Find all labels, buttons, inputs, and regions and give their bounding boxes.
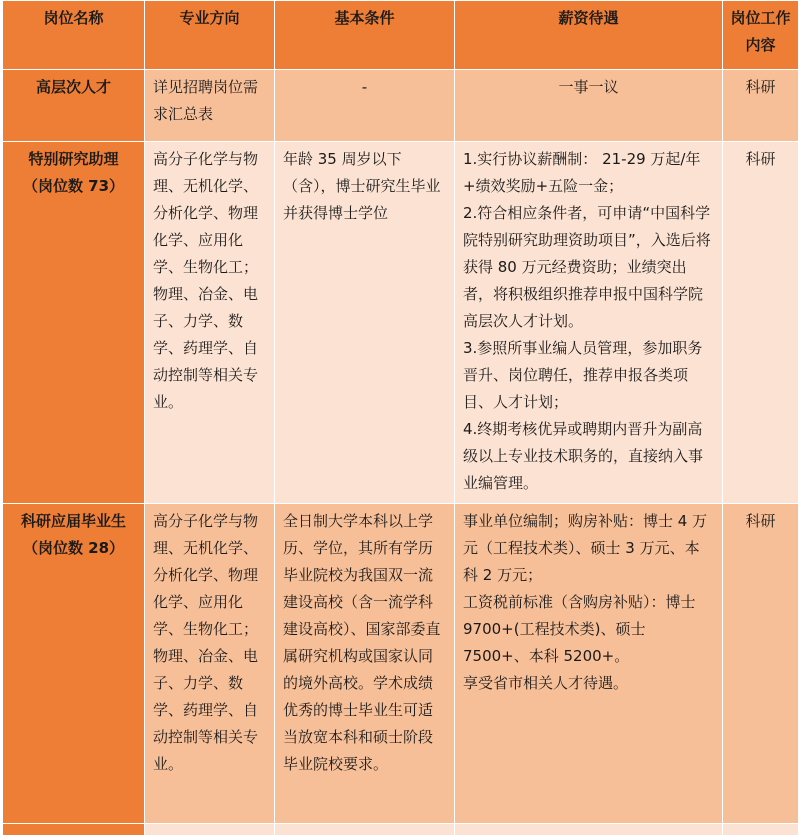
requirements-cell: 年龄 35 周岁以下（含），博士研究生毕业并获得博士学位 xyxy=(275,142,455,504)
position-name: 特别研究助理 xyxy=(28,150,119,168)
requirements-cell: 全日制大学本科以上学历、学位，其所有学历毕业院校为我国双一流建设高校（含一流学科建设高校）、国家部委直属研究机构或国家认同的境外高校。学术成绩优秀的博士毕业生可适当放宽本科和硕士阶段毕业院校要求。 xyxy=(275,504,455,824)
position-name: 科研应届毕业生 xyxy=(20,512,126,530)
header-work-content: 岗位工作内容 xyxy=(723,1,799,70)
table-row-partial xyxy=(3,824,799,836)
salary-cell: 事业单位编制；购房补贴：博士 4 万元（工程技术类）、硕士 3 万元、本科 2 万元； 工资税前标准（含购房补贴）：博士 9700+(工程技术类)、硕士 7500+、本科 5200+。 享受省市相关人才待遇。 xyxy=(455,504,723,824)
salary-cell xyxy=(455,824,723,836)
table-row xyxy=(3,504,799,824)
major-cell: 高分子化学与物理、无机化学、分析化学、物理化学、应用化学、生物化工；物理、冶金、电子、力学、数学、药理学、自动控制等相关专业。 xyxy=(145,142,275,504)
position-name-cell xyxy=(3,142,145,504)
major-cell: 高分子化学与物理、无机化学、分析化学、物理化学、应用化学、生物化工；物理、冶金、电子、力学、数学、药理学、自动控制等相关专业。 xyxy=(145,504,275,824)
work-content-cell xyxy=(723,824,799,836)
position-name-cell xyxy=(3,824,145,836)
position-name: 高层次人才 xyxy=(35,78,111,96)
position-count: （岗位数 73） xyxy=(22,177,125,195)
table-row xyxy=(3,70,799,142)
salary-cell: 一事一议 xyxy=(455,70,723,142)
salary-cell: 1.实行协议薪酬制： 21-29 万起/年+绩效奖励+五险一金； 2.符合相应条件者，可申请“中国科学院特别研究助理资助项目”，入选后将获得 80 万元经费资助；业绩突出者，将积极组织推荐申报中国科学院高层次人才计划。 3.参照所事业编人员管理，参加职务晋升、岗位聘任，推荐申报各类项目、人才计划； 4.终期考核优异或聘期内晋升为副高级以上专业技术职务的，直接纳入事业编管理。 xyxy=(455,142,723,504)
position-name-cell xyxy=(3,70,145,142)
work-content-cell: 科研 xyxy=(723,70,799,142)
table-header-row xyxy=(3,1,799,70)
header-position-name: 岗位名称 xyxy=(3,1,145,70)
major-cell: 详见招聘岗位需求汇总表 xyxy=(145,70,275,142)
recruitment-table xyxy=(2,0,799,836)
position-count: （岗位数 28） xyxy=(22,539,125,557)
major-cell xyxy=(145,824,275,836)
work-content-cell: 科研 xyxy=(723,142,799,504)
table-row xyxy=(3,142,799,504)
requirements-cell xyxy=(275,824,455,836)
header-requirements: 基本条件 xyxy=(275,1,455,70)
work-content-cell: 科研 xyxy=(723,504,799,824)
header-salary: 薪资待遇 xyxy=(455,1,723,70)
requirements-cell: - xyxy=(275,70,455,142)
position-name-cell xyxy=(3,504,145,824)
header-major: 专业方向 xyxy=(145,1,275,70)
